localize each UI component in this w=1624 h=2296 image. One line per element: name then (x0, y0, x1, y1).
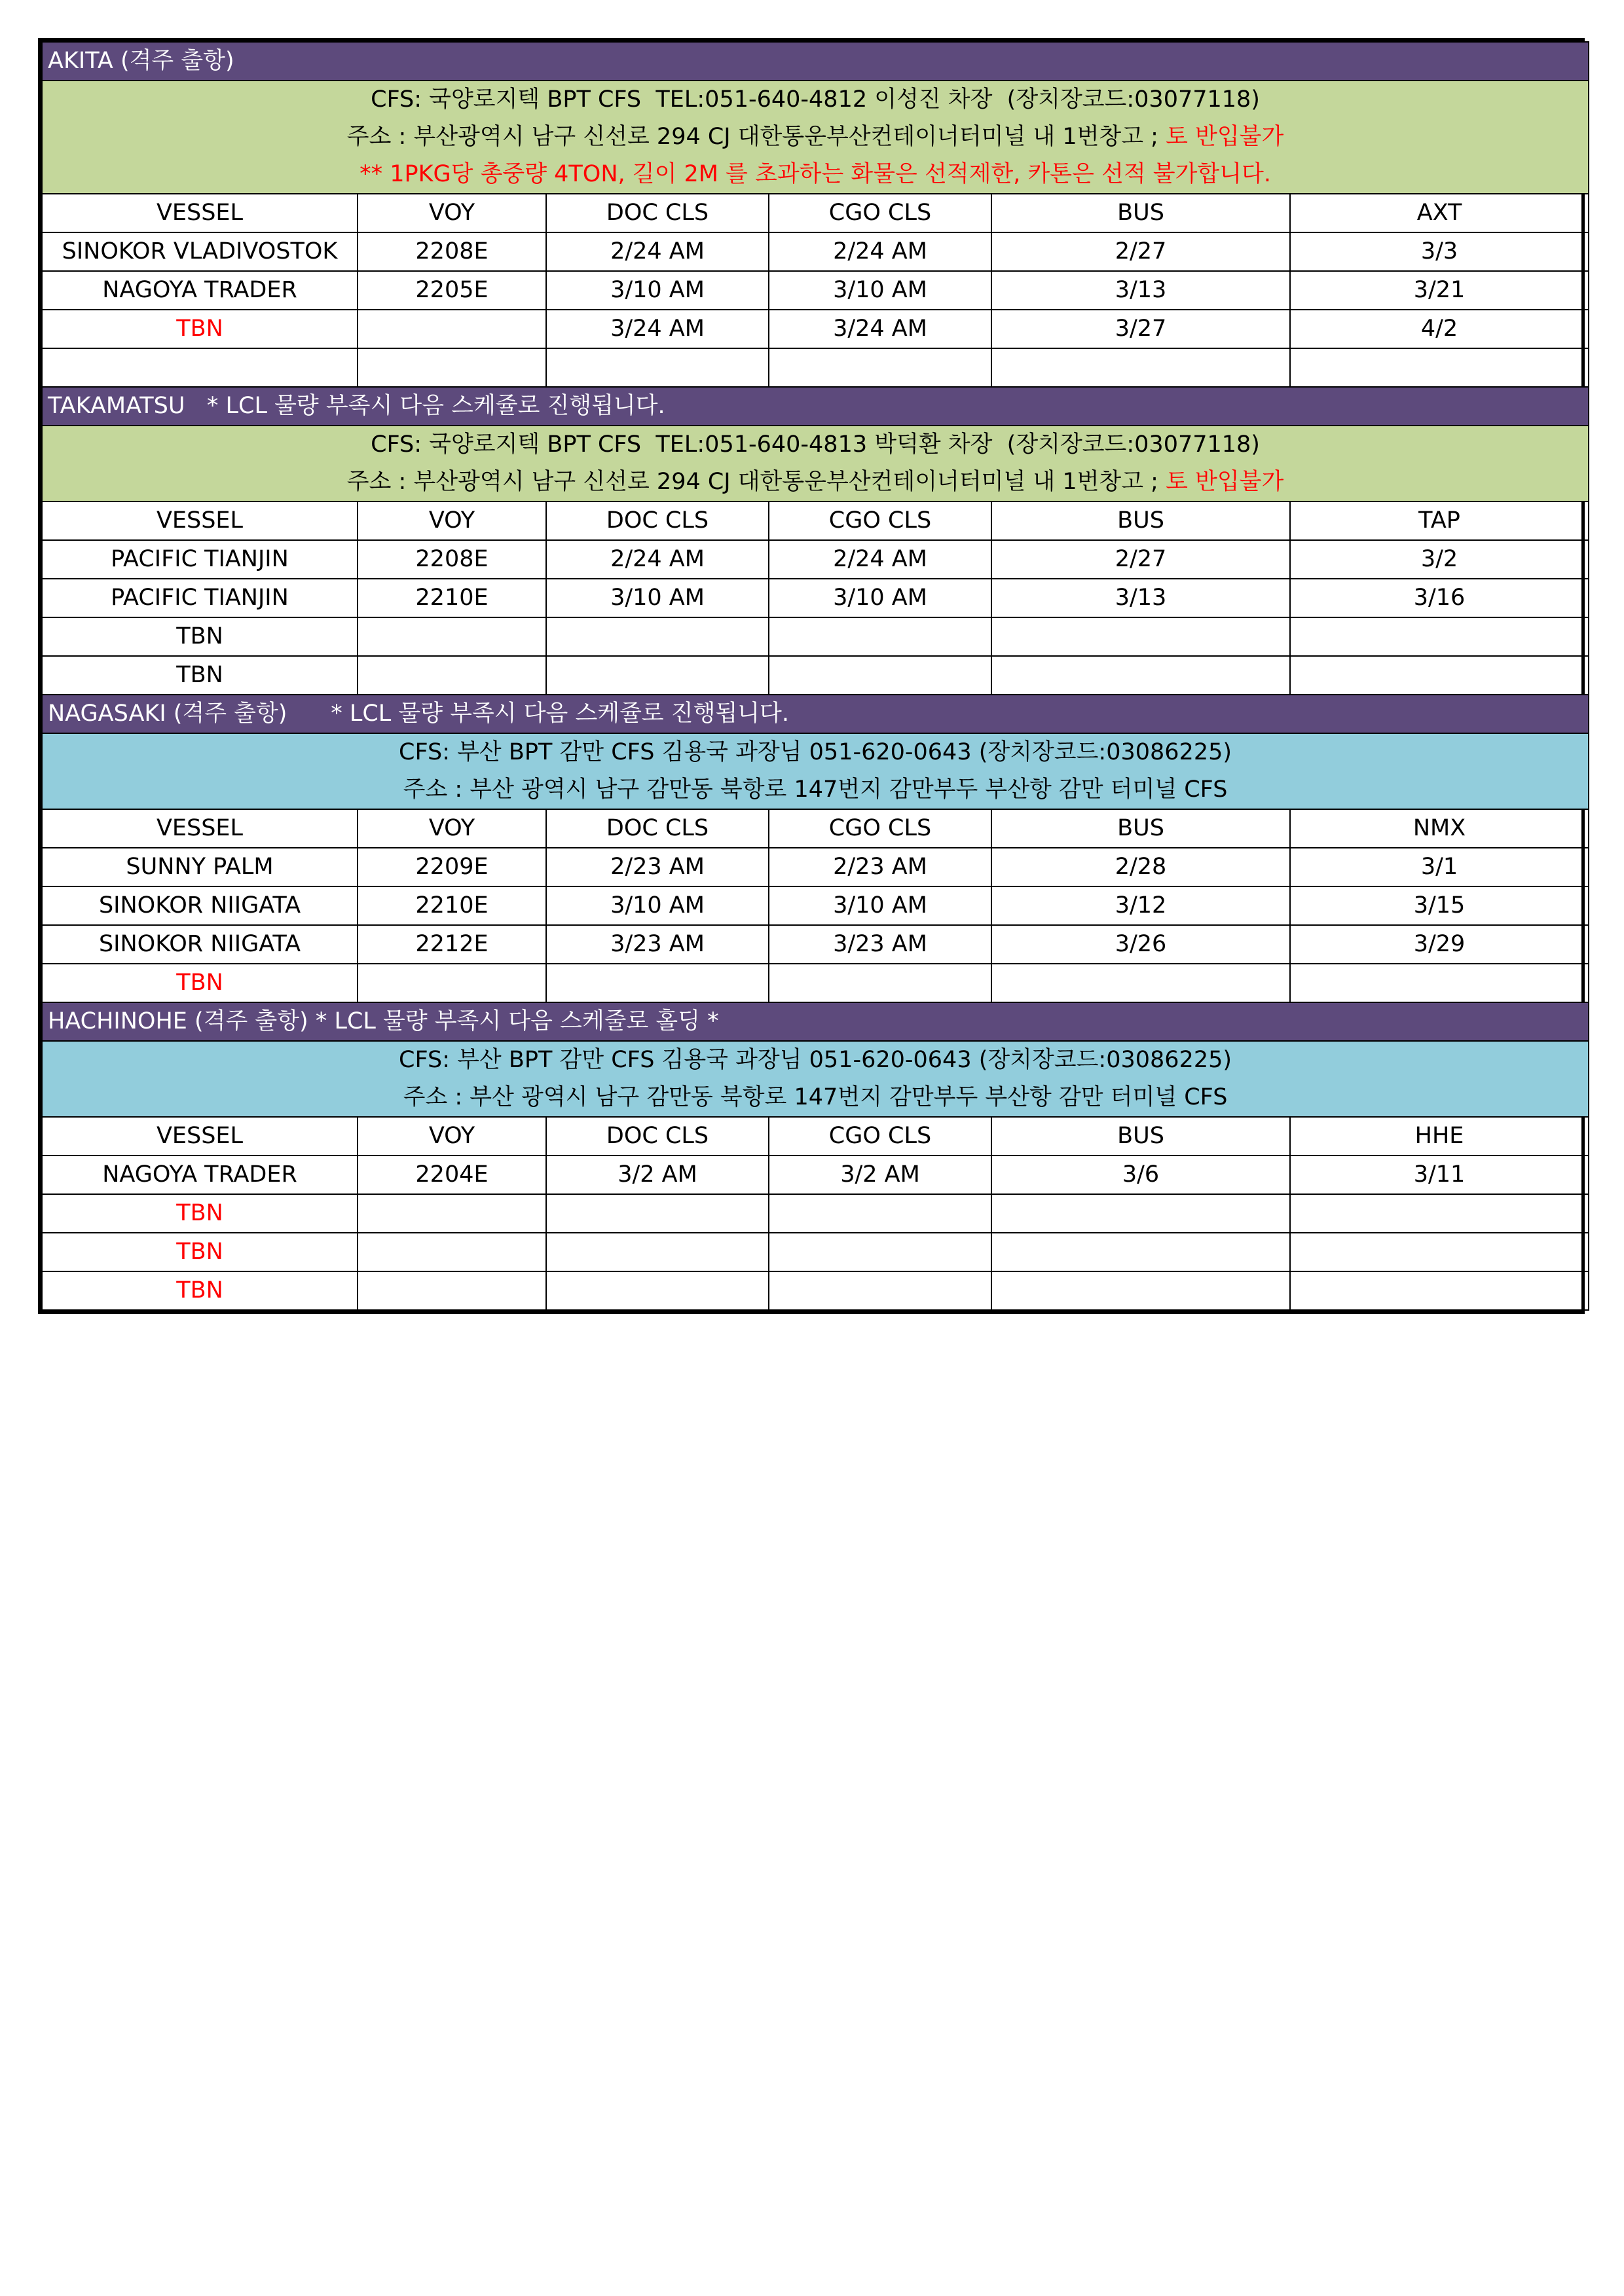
schedule-row (42, 925, 1589, 964)
bus-cell (991, 964, 1290, 1002)
column-header-row (42, 194, 1589, 232)
bus-cell: 3/27 (991, 310, 1290, 348)
voy-cell (358, 964, 546, 1002)
voy-cell: 2208E (358, 540, 546, 579)
voy-cell (358, 1194, 546, 1233)
cgo-cls-cell (769, 1194, 991, 1233)
header-cgo-cls: CGO CLS (769, 1117, 991, 1156)
section-title-row (42, 1002, 1589, 1041)
voy-cell (358, 656, 546, 695)
header-destination: AXT (1290, 194, 1589, 232)
cfs-info-cell (42, 81, 1589, 118)
bus-cell: 3/13 (991, 271, 1290, 310)
destination-cell (1290, 1233, 1589, 1271)
schedule-row (42, 310, 1589, 348)
cfs-warning-text: 토 반입불가 (1166, 124, 1284, 150)
doc-cls-cell (546, 656, 769, 695)
doc-cls-cell: 3/10 AM (546, 271, 769, 310)
cfs-info-cell (42, 156, 1589, 194)
cgo-cls-cell: 3/24 AM (769, 310, 991, 348)
schedule-row (42, 1156, 1589, 1194)
cgo-cls-cell (769, 656, 991, 695)
cgo-cls-cell (769, 964, 991, 1002)
destination-cell (1290, 617, 1589, 656)
voy-cell: 2212E (358, 925, 546, 964)
voy-cell: 2208E (358, 232, 546, 271)
schedule-row (42, 348, 1589, 387)
cfs-info-text: CFS: 국양로지텍 BPT CFS TEL:051-640-4813 박덕환 차장 (장치장코드:03077118) (371, 431, 1260, 458)
cfs-info-text: CFS: 부산 BPT 감만 CFS 김용국 과장님 051-620-0643 (장치장코드:03086225) (399, 739, 1232, 765)
bus-cell (991, 1194, 1290, 1233)
destination-cell: 3/29 (1290, 925, 1589, 964)
schedule-row (42, 1194, 1589, 1233)
section-title-row (42, 387, 1589, 426)
bus-cell (991, 1233, 1290, 1271)
header-vessel: VESSEL (42, 809, 358, 848)
destination-cell: 3/15 (1290, 886, 1589, 925)
bus-cell (991, 1271, 1290, 1310)
header-destination: HHE (1290, 1117, 1589, 1156)
cfs-info-cell (42, 771, 1589, 809)
voy-cell (358, 1271, 546, 1310)
header-vessel: VESSEL (42, 501, 358, 540)
voy-cell: 2210E (358, 579, 546, 617)
voy-cell: 2205E (358, 271, 546, 310)
cfs-warning-text: 토 반입불가 (1166, 469, 1284, 495)
voy-cell: 2209E (358, 848, 546, 886)
header-doc-cls: DOC CLS (546, 809, 769, 848)
voy-cell: 2204E (358, 1156, 546, 1194)
cfs-info-text: CFS: 국양로지텍 BPT CFS TEL:051-640-4812 이성진 차장 (장치장코드:03077118) (371, 86, 1260, 113)
section-title: TAKAMATSU * LCL 물량 부족시 다음 스케쥴로 진행됩니다. (42, 387, 1589, 426)
schedule-table (41, 41, 1589, 1311)
bus-cell: 3/13 (991, 579, 1290, 617)
destination-cell: 3/2 (1290, 540, 1589, 579)
destination-cell: 3/11 (1290, 1156, 1589, 1194)
destination-cell (1290, 656, 1589, 695)
destination-cell: 3/21 (1290, 271, 1589, 310)
vessel-cell: SINOKOR NIIGATA (42, 925, 358, 964)
bus-cell (991, 617, 1290, 656)
header-bus: BUS (991, 194, 1290, 232)
cfs-info-text: 주소 : 부산 광역시 남구 감만동 북항로 147번지 감만부두 부산항 감만 터미널 CFS (403, 1084, 1228, 1110)
column-header-row (42, 809, 1589, 848)
vessel-cell: TBN (42, 1233, 358, 1271)
header-cgo-cls: CGO CLS (769, 194, 991, 232)
cfs-info-row (42, 156, 1589, 194)
doc-cls-cell (546, 1233, 769, 1271)
doc-cls-cell: 2/24 AM (546, 540, 769, 579)
cfs-info-row (42, 733, 1589, 771)
cgo-cls-cell (769, 617, 991, 656)
doc-cls-cell: 3/2 AM (546, 1156, 769, 1194)
destination-cell: 4/2 (1290, 310, 1589, 348)
vessel-cell: TBN (42, 964, 358, 1002)
destination-cell (1290, 348, 1589, 387)
header-bus: BUS (991, 809, 1290, 848)
cfs-info-row (42, 771, 1589, 809)
schedule-row (42, 271, 1589, 310)
cfs-info-row (42, 464, 1589, 501)
voy-cell (358, 617, 546, 656)
schedule-row (42, 1271, 1589, 1310)
cgo-cls-cell: 3/23 AM (769, 925, 991, 964)
vessel-cell: SUNNY PALM (42, 848, 358, 886)
destination-cell: 3/3 (1290, 232, 1589, 271)
doc-cls-cell: 3/24 AM (546, 310, 769, 348)
cfs-info-cell (42, 464, 1589, 501)
header-cgo-cls: CGO CLS (769, 809, 991, 848)
cfs-info-text: CFS: 부산 BPT 감만 CFS 김용국 과장님 051-620-0643 (장치장코드:03086225) (399, 1047, 1232, 1073)
schedule-row (42, 1233, 1589, 1271)
voy-cell (358, 310, 546, 348)
schedule-row (42, 540, 1589, 579)
destination-cell (1290, 1194, 1589, 1233)
vessel-cell: PACIFIC TIANJIN (42, 579, 358, 617)
cgo-cls-cell (769, 348, 991, 387)
schedule-sheet (38, 38, 1585, 1314)
header-voy: VOY (358, 194, 546, 232)
cfs-warning-text: ** 1PKG당 총중량 4TON, 길이 2M 를 초과하는 화물은 선적제한, 카톤은 선적 불가합니다. (360, 161, 1271, 187)
destination-cell: 3/16 (1290, 579, 1589, 617)
cfs-info-row (42, 118, 1589, 156)
cfs-info-cell (42, 1079, 1589, 1117)
header-vessel: VESSEL (42, 194, 358, 232)
cfs-info-text: 주소 : 부산광역시 남구 신선로 294 CJ 대한통운부산컨테이너터미널 내 1번창고 ; (346, 124, 1166, 150)
schedule-row (42, 964, 1589, 1002)
header-voy: VOY (358, 1117, 546, 1156)
destination-cell (1290, 964, 1589, 1002)
doc-cls-cell (546, 1194, 769, 1233)
schedule-row (42, 579, 1589, 617)
cgo-cls-cell: 3/10 AM (769, 886, 991, 925)
cfs-info-row (42, 1041, 1589, 1079)
bus-cell (991, 348, 1290, 387)
cgo-cls-cell: 2/24 AM (769, 540, 991, 579)
vessel-cell: TBN (42, 1194, 358, 1233)
doc-cls-cell (546, 964, 769, 1002)
cgo-cls-cell (769, 1233, 991, 1271)
vessel-cell: NAGOYA TRADER (42, 1156, 358, 1194)
header-destination: NMX (1290, 809, 1589, 848)
cfs-info-row (42, 1079, 1589, 1117)
cfs-info-cell (42, 733, 1589, 771)
vessel-cell: SINOKOR VLADIVOSTOK (42, 232, 358, 271)
cgo-cls-cell: 2/24 AM (769, 232, 991, 271)
doc-cls-cell (546, 348, 769, 387)
cfs-info-text: 주소 : 부산 광역시 남구 감만동 북항로 147번지 감만부두 부산항 감만 터미널 CFS (403, 776, 1228, 803)
header-doc-cls: DOC CLS (546, 1117, 769, 1156)
column-header-row (42, 1117, 1589, 1156)
header-bus: BUS (991, 501, 1290, 540)
cfs-info-row (42, 81, 1589, 118)
column-header-row (42, 501, 1589, 540)
voy-cell: 2210E (358, 886, 546, 925)
section-title-row (42, 695, 1589, 733)
cgo-cls-cell (769, 1271, 991, 1310)
cgo-cls-cell: 3/10 AM (769, 271, 991, 310)
cfs-info-row (42, 426, 1589, 464)
section-title-row (42, 42, 1589, 81)
vessel-cell: SINOKOR NIIGATA (42, 886, 358, 925)
schedule-row (42, 848, 1589, 886)
doc-cls-cell: 2/23 AM (546, 848, 769, 886)
doc-cls-cell: 3/10 AM (546, 886, 769, 925)
vessel-cell: TBN (42, 1271, 358, 1310)
destination-cell: 3/1 (1290, 848, 1589, 886)
header-cgo-cls: CGO CLS (769, 501, 991, 540)
bus-cell (991, 656, 1290, 695)
header-destination: TAP (1290, 501, 1589, 540)
header-voy: VOY (358, 809, 546, 848)
cfs-info-cell (42, 426, 1589, 464)
voy-cell (358, 348, 546, 387)
doc-cls-cell (546, 1271, 769, 1310)
bus-cell: 2/27 (991, 540, 1290, 579)
bus-cell: 3/12 (991, 886, 1290, 925)
section-title: HACHINOHE (격주 출항) * LCL 물량 부족시 다음 스케줄로 홀딩 * (42, 1002, 1589, 1041)
schedule-row (42, 886, 1589, 925)
cgo-cls-cell: 3/2 AM (769, 1156, 991, 1194)
doc-cls-cell: 3/23 AM (546, 925, 769, 964)
schedule-row (42, 232, 1589, 271)
cfs-info-cell (42, 118, 1589, 156)
cfs-info-text: 주소 : 부산광역시 남구 신선로 294 CJ 대한통운부산컨테이너터미널 내 1번창고 ; (346, 469, 1166, 495)
section-title: NAGASAKI (격주 출항) * LCL 물량 부족시 다음 스케쥴로 진행됩니다. (42, 695, 1589, 733)
header-bus: BUS (991, 1117, 1290, 1156)
voy-cell (358, 1233, 546, 1271)
doc-cls-cell: 3/10 AM (546, 579, 769, 617)
vessel-cell: TBN (42, 310, 358, 348)
vessel-cell: PACIFIC TIANJIN (42, 540, 358, 579)
cgo-cls-cell: 2/23 AM (769, 848, 991, 886)
vessel-cell: NAGOYA TRADER (42, 271, 358, 310)
header-doc-cls: DOC CLS (546, 501, 769, 540)
vessel-cell: TBN (42, 656, 358, 695)
section-title: AKITA (격주 출항) (42, 42, 1589, 81)
vessel-cell: TBN (42, 617, 358, 656)
bus-cell: 2/28 (991, 848, 1290, 886)
cfs-info-cell (42, 1041, 1589, 1079)
header-vessel: VESSEL (42, 1117, 358, 1156)
destination-cell (1290, 1271, 1589, 1310)
header-voy: VOY (358, 501, 546, 540)
doc-cls-cell (546, 617, 769, 656)
schedule-row (42, 617, 1589, 656)
bus-cell: 3/6 (991, 1156, 1290, 1194)
bus-cell: 3/26 (991, 925, 1290, 964)
doc-cls-cell: 2/24 AM (546, 232, 769, 271)
header-doc-cls: DOC CLS (546, 194, 769, 232)
cgo-cls-cell: 3/10 AM (769, 579, 991, 617)
bus-cell: 2/27 (991, 232, 1290, 271)
vessel-cell (42, 348, 358, 387)
schedule-row (42, 656, 1589, 695)
